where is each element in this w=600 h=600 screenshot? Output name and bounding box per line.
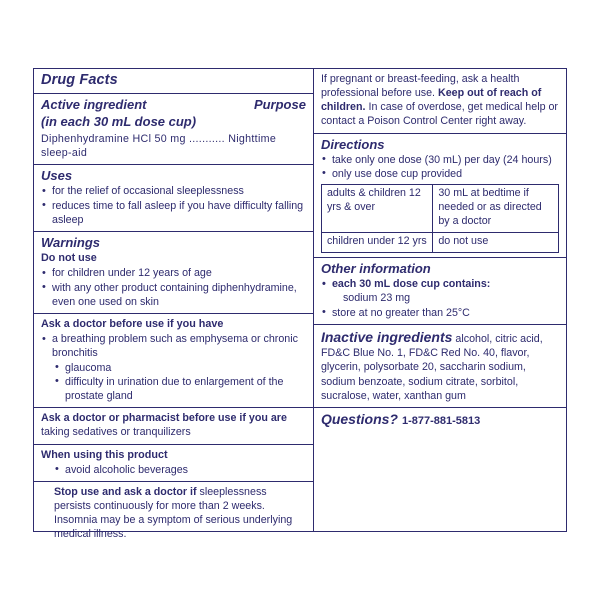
list-item: • for the relief of occasional sleeplessness (41, 184, 306, 198)
when-using-list (41, 463, 306, 477)
dose-age-cell: adults & children 12 yrs & over (321, 185, 432, 233)
do-not-use-heading: Do not use (41, 252, 97, 265)
list-item: • take only one dose (30 mL) per day (24 hours) (321, 153, 559, 167)
ask-pharmacist-heading: Ask a doctor or pharmacist before use if you are (41, 412, 287, 425)
warnings-heading: Warnings (41, 235, 100, 251)
other-information-section (314, 257, 566, 324)
ask-pharmacist-text: taking sedatives or tranquilizers (41, 426, 191, 439)
sodium-content: sodium 23 mg (342, 292, 411, 305)
list-item: • avoid alcoholic beverages (54, 463, 306, 477)
drug-facts-right-column (314, 69, 566, 531)
table-row (321, 232, 558, 252)
dose-amount-cell: 30 mL at bedtime if needed or as directed by a doctor (433, 185, 559, 233)
other-information-list (321, 277, 559, 291)
inactive-ingredients-text: alcohol, citric acid, FD&C Blue No. 1, FD&C Red No. 40, flavor, glycerin, polysorbate 20, saccharin sodium, sodium benzoate, sodium citrate, sorbitol, sucralose, water, xanthan gum (320, 332, 543, 402)
pregnancy-warning-section (314, 69, 566, 133)
dosage-table (321, 184, 559, 253)
uses-heading: Uses (41, 168, 73, 184)
ask-pharmacist-section (34, 407, 313, 443)
pregnancy-text-second: In case of overdose, get medical help or contact a Poison Control Center right away. (320, 101, 558, 128)
uses-list (41, 184, 306, 227)
questions-phone-number[interactable]: 1-877-881-5813 (401, 414, 481, 427)
when-using-section (34, 444, 313, 481)
other-information-heading: Other information (320, 260, 431, 276)
list-item: • only use dose cup provided (321, 167, 559, 181)
uses-section (34, 164, 313, 231)
inactive-ingredients-section (314, 324, 566, 407)
when-using-heading: When using this product (41, 448, 168, 461)
drug-facts-left-column (34, 69, 314, 541)
list-item: • with any other product containing diphenhydramine, even one used on skin (41, 281, 306, 309)
questions-section (314, 407, 566, 431)
ask-doctor-heading: Ask a doctor before use if you have (41, 318, 224, 331)
stop-use-text: sleeplessness persists continuously for more than 2 weeks. Insomnia may be a symptom of serious underlying medical illness. (54, 485, 293, 541)
list-item: • store at no greater than 25°C (321, 306, 559, 320)
active-ingredient-section (34, 93, 313, 164)
table-row (321, 185, 558, 233)
stop-use-section (34, 481, 313, 549)
ask-doctor-section (34, 313, 313, 407)
active-ingredient-heading: Active ingredient (41, 97, 147, 113)
list-item: • reduces time to fall asleep if you have difficulty falling asleep (41, 199, 306, 227)
dose-cup-note: (in each 30 mL dose cup) (41, 113, 197, 129)
active-ingredient-line: Diphenhydramine HCl 50 mg ........... Nighttime sleep-aid (41, 132, 277, 160)
directions-list (321, 153, 559, 181)
list-item: • each 30 mL dose cup contains: (321, 277, 559, 291)
dose-amount-cell: do not use (433, 232, 559, 252)
directions-heading: Directions (320, 136, 385, 152)
directions-section (314, 133, 566, 257)
list-item: • for children under 12 years of age (41, 266, 306, 280)
stop-use-heading: Stop use and ask a doctor if (54, 485, 197, 498)
list-item: • glaucoma (54, 361, 306, 375)
dose-age-cell: children under 12 yrs (321, 232, 432, 252)
do-not-use-list (41, 266, 306, 309)
drug-facts-title-section (34, 69, 313, 93)
warnings-section (34, 231, 313, 313)
list-item: • difficulty in urination due to enlargement of the prostate gland (54, 375, 306, 403)
list-item: • a breathing problem such as emphysema or chronic bronchitis (41, 332, 306, 360)
inactive-ingredients-heading: Inactive ingredients (320, 328, 453, 345)
pregnancy-text-first: If pregnant or breast-feeding, ask a health professional before use. (320, 73, 520, 100)
page-title: Drug Facts (41, 72, 118, 88)
drug-facts-panel (33, 68, 567, 541)
questions-heading: Questions? (320, 410, 398, 427)
ask-doctor-list (41, 332, 306, 403)
other-information-list-2 (321, 306, 559, 320)
purpose-heading: Purpose (253, 97, 306, 113)
keep-out-of-reach-text: Keep out of reach of children. (320, 87, 542, 114)
